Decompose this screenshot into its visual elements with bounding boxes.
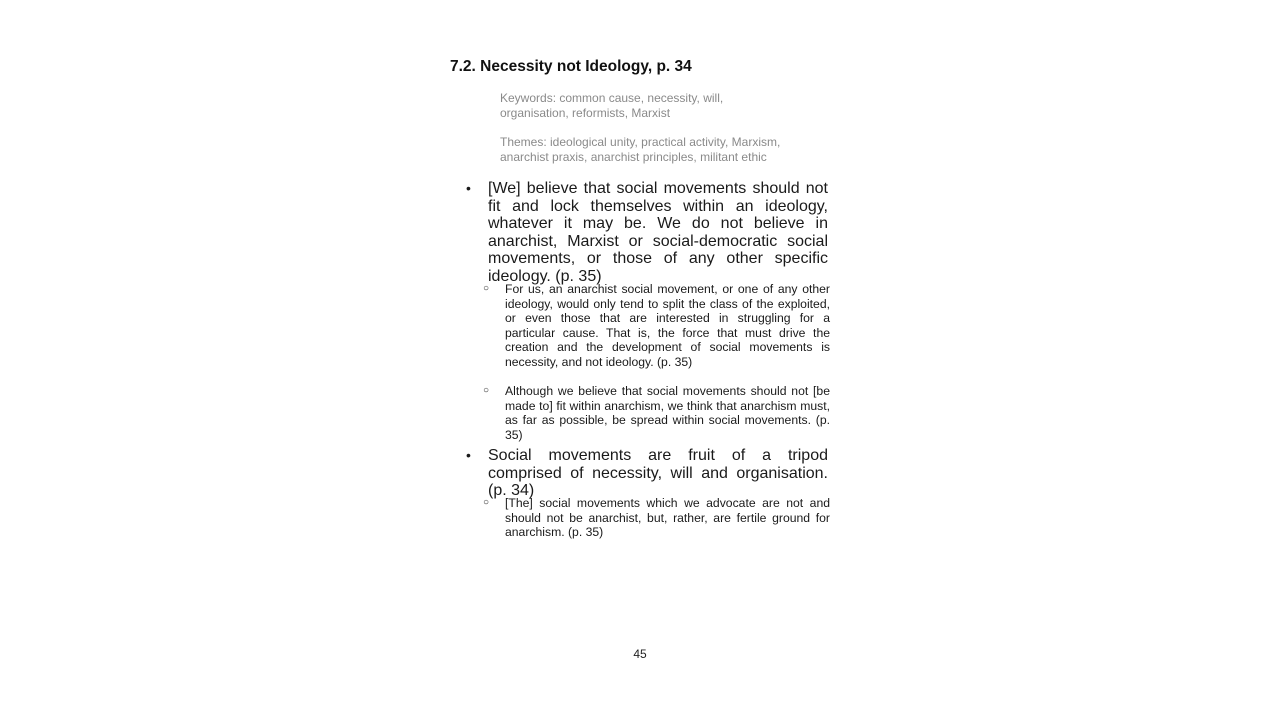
sub-bullet-marker: ○ [483,283,490,294]
bullet-marker: • [466,447,471,463]
bullet-marker: • [466,180,471,196]
sub-bullet-item [483,384,830,442]
sub-bullet-item [483,282,830,370]
section-heading: 7.2. Necessity not Ideology, p. 34 [450,58,692,75]
bullet-item [466,447,828,500]
sub-bullet-text: Although we believe that social movements should not [be made to] fit within anarchism, we think that anarchism must, as far as possible, be spread within social movements. (p. 35) [505,384,830,442]
sub-bullet-marker: ○ [483,497,490,508]
sub-bullet-text: [The] social movements which we advocate are not and should not be anarchist, but, rather, are fertile ground for anarchism. (p. 35) [505,496,830,540]
bullet-item [466,180,828,286]
sub-bullet-item [483,496,830,540]
themes-text: Themes: ideological unity, practical activity, Marxism, anarchist praxis, anarchist principles, militant ethic [500,135,781,164]
page-number: 45 [633,647,647,661]
sub-bullet-text: For us, an anarchist social movement, or one of any other ideology, would only tend to split the class of the exploited, or even those that are interested in struggling for a particular cause. That is, the force that must drive the creation and the development of social movements is necessity, and not ideology. (p. 35) [505,282,830,369]
bullet-text: [We] believe that social movements should not fit and lock themselves within an ideology, whatever it may be. We do not believe in anarchist, Marxist or social-democratic social movements, or those of any other specific ideology. (p. 35) [488,180,828,285]
keywords-text: Keywords: common cause, necessity, will, organisation, reformists, Marxist [500,91,724,120]
bullet-text: Social movements are fruit of a tripod comprised of necessity, will and organisation. (p. 34) [488,447,828,500]
sub-bullet-marker: ○ [483,385,490,396]
